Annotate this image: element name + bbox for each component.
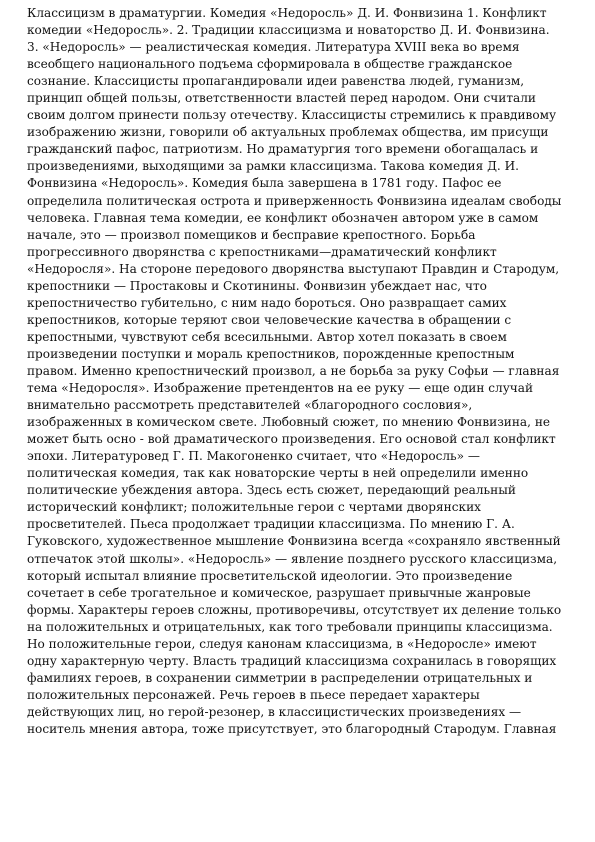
text-line: 3. «Недоросль» — реалистическая комедия. Литература XVIII века во время (27, 40, 520, 55)
text-line: положительных персонажей. Речь героев в пьесе передает характеры (27, 687, 480, 702)
text-line: своим долгом принести пользу отечеству. Классицисты стремились к правдивому (27, 108, 557, 123)
text-line: внимательно рассмотреть представителей «благородного сословия», (27, 398, 473, 413)
text-line: может быть осно - вой драматического произведения. Его основой стал конфликт (27, 432, 556, 447)
text-line: фамилиях героев, в сохранении симметрии в распределении отрицательных и (27, 670, 533, 685)
text-line: Классицизм в драматургии. Комедия «Недоросль» Д. И. Фонвизина 1. Конфликт (27, 6, 547, 20)
text-line: человека. Главная тема комедии, ее конфликт обозначен автором уже в самом (27, 210, 539, 225)
text-line: отпечаток этой школы». «Недоросль» — явление позднего русского классицизма, (27, 551, 558, 566)
text-line: «Недоросля». На стороне передового дворянства выступают Правдин и Стародум, (27, 261, 560, 276)
text-line: крепостничество губительно, с ним надо бороться. Оно развращает самих (27, 295, 507, 310)
text-line: который испытал влияние просветительской идеологии. Это произведение (27, 568, 513, 583)
text-line: прогрессивного дворянства с крепостниками—драматический конфликт (27, 244, 497, 259)
text-line: действующих лиц, но герой-резонер, в классицистических произведениях — (27, 704, 522, 719)
text-line: эпохи. Литературовед Г. П. Макогоненко считает, что «Недоросль» — (27, 449, 480, 464)
text-line: крепостными, чувствуют себя всесильными. Автор хотел показать в своем (27, 329, 507, 344)
text-line: Гуковского, художественное мышление Фонвизина всегда «сохраняло явственный (27, 534, 561, 549)
text-line: принцип общей пользы, ответственности властей перед народом. Они считали (27, 91, 536, 106)
text-line: Фонвизина «Недоросль». Комедия была завершена в 1781 году. Пафос ее (27, 176, 502, 191)
text-line: правом. Именно крепостнический произвол, а не борьба за руку Софьи — главная (27, 363, 560, 378)
text-line: определила политическая острота и приверженность Фонвизина идеалам свободы (27, 193, 562, 208)
text-line: формы. Характеры героев сложны, противоречивы, отсутствует их деление только (27, 602, 562, 617)
text-line: сочетает в себе трогательное и комическое, разрушает привычные жанровые (27, 585, 531, 600)
text-line: Но положительные герои, следуя канонам классицизма, в «Недоросле» имеют (27, 636, 537, 651)
text-line: политическая комедия, так как новаторские черты в ней определили именно (27, 466, 529, 481)
text-line: на положительных и отрицательных, как того требовали принципы классицизма. (27, 619, 553, 634)
text-line: носитель мнения автора, тоже присутствует, это благородный Стародум. Главная (27, 721, 557, 736)
text-line: исторический конфликт; положительные герои с чертами дворянских (27, 500, 481, 515)
text-line: политические убеждения автора. Здесь есть сюжет, передающий реальный (27, 483, 516, 498)
text-line: произведении поступки и мораль крепостников, порожденные крепостным (27, 346, 515, 361)
text-line: крепостники — Простаковы и Скотинины. Фонвизин убеждает нас, что (27, 278, 487, 293)
text-line: крепостников, которые теряют свои человеческие качества в обращении с (27, 312, 512, 327)
text-line: комедии «Недоросль». 2. Традиции классицизма и новаторство Д. И. Фонвизина. (27, 23, 550, 38)
text-line: изображению жизни, говорили об актуальных проблемах общества, им присущи (27, 125, 549, 140)
text-line: изображенных в комическом свете. Любовный сюжет, по мнению Фонвизина, не (27, 415, 551, 430)
text-line: начале, это — произвол помещиков и бесправие крепостного. Борьба (27, 227, 476, 242)
text-line: сознание. Классицисты пропагандировали идеи равенства людей, гуманизм, (27, 74, 525, 89)
text-line: просветителей. Пьеса продолжает традиции классицизма. По мнению Г. А. (27, 517, 515, 532)
text-line: тема «Недоросля». Изображение претендентов на ее руку — еще один случай (27, 381, 534, 396)
text-line: одну характерную черту. Власть традиций классицизма сохранилась в говорящих (27, 653, 557, 668)
body-text (27, 5, 573, 738)
text-line: произведениями, выходящими за рамки классицизма. Такова комедия Д. И. (27, 159, 519, 174)
text-line: всеобщего национального подъема сформировала в обществе гражданское (27, 57, 513, 72)
text-line: гражданский пафос, патриотизм. Но драматургия того времени обогащалась и (27, 142, 539, 157)
